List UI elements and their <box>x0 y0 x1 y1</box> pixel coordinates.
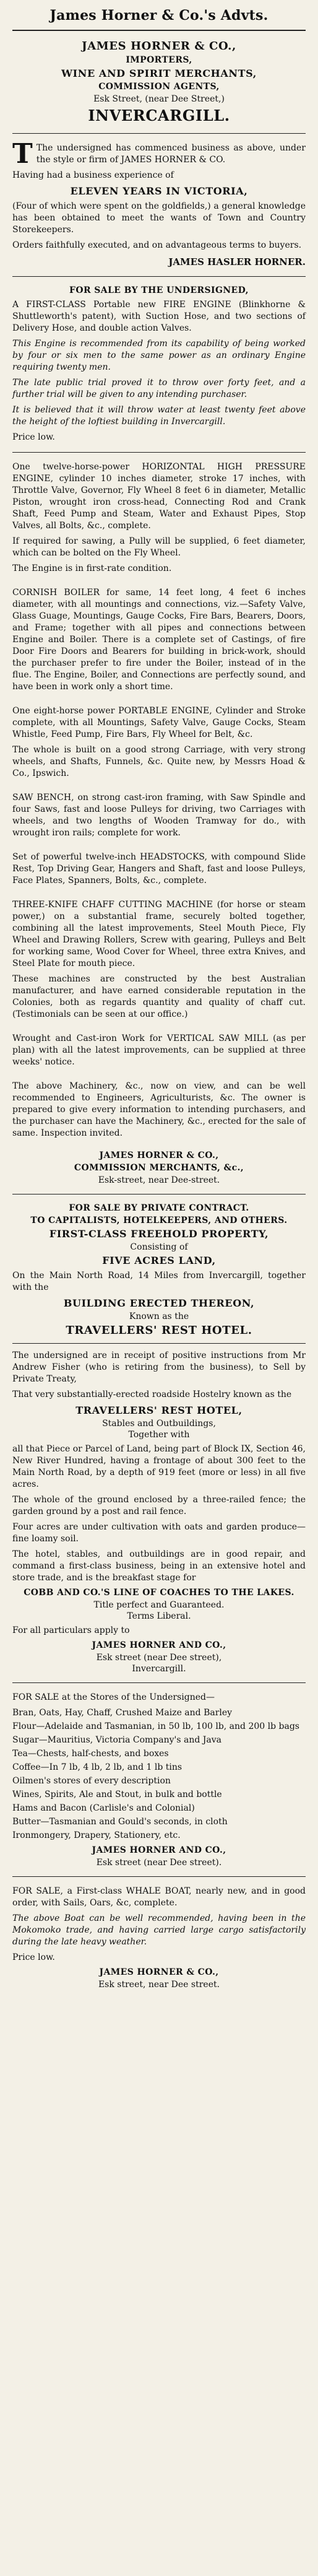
stores-item: Coffee—In 7 lb, 4 lb, 2 lb, and 1 lb tins <box>12 1762 183 1772</box>
importers-block <box>12 40 306 124</box>
ad-column <box>12 7 306 1990</box>
fire-engine-block <box>12 285 306 443</box>
private-contract-t6: On the Main North Road, 14 Miles from Invercargill, together with the <box>12 1271 306 1292</box>
machinery-p8: Set of powerful twelve-inch HEADSTOCKS, with compound Slide Rest, Top Driving Gear, Hangers and Shaft, fast and loose Pulleys, Face Plates, Spanners, Bolts, &c., complete. <box>12 852 306 886</box>
machinery-space-2 <box>12 697 306 702</box>
fire-engine-p4: It is believed that it will throw water at least twenty feet above the height of the loftiest building in Invercargill. <box>12 405 306 427</box>
header-rule <box>12 30 306 31</box>
fire-engine-p1: A FIRST-CLASS Portable new FIRE ENGINE (Blinkhorne & Shuttleworth's patent), with Suction Hose, and two sections of Delivery Hose, and double action Valves. <box>12 300 306 333</box>
stores-item: Sugar—Mauritius, Victoria Company's and Java <box>12 1735 222 1745</box>
stores-sig2: Esk street (near Dee street). <box>96 1858 222 1868</box>
private-contract-p5: Together with <box>128 1430 190 1440</box>
private-contract-t8: Known as the <box>129 1312 189 1321</box>
divider-6 <box>12 1876 306 1877</box>
fire-engine-title: FOR SALE BY THE UNDERSIGNED, <box>69 285 249 295</box>
fire-engine-p2: This Engine is recommended from its capability of being worked by four or six men to the same power as an ordinary Engine requiring twenty men. <box>12 339 306 372</box>
machinery-space-8 <box>12 1143 306 1148</box>
whale-boat-sig1: JAMES HORNER & CO., <box>99 1967 219 1977</box>
machinery-space-4 <box>12 843 306 848</box>
machinery-p9: THREE-KNIFE CHAFF CUTTING MACHINE (for horse or steam power,) on a substantial frame, securely bolted together, combining all the latest improvements, Steel Mouth Piece, Fly Wheel and Drawing Rollers, Screw with gearing, Pulleys and Belt for working same, Wood Cover for Wheel, three extra Knives, and Steel Plate for mouth piece. <box>12 900 306 968</box>
private-contract-p10: COBB AND CO.'S LINE OF COACHES TO THE LAKES. <box>24 1588 294 1598</box>
machinery-p6: The whole is built on a good strong Carriage, with very strong wheels, and Shafts, Funnels, &c. Quite new, by Messrs Hoad & Co., Ipswich. <box>12 745 306 778</box>
importers-line6: INVERCARGILL. <box>88 107 230 124</box>
importers-line1: JAMES HORNER & CO., <box>82 40 236 53</box>
machinery-space-1 <box>12 578 306 583</box>
business-signature: JAMES HASLER HORNER. <box>168 256 306 268</box>
whale-boat-p1: FOR SALE, a First-class WHALE BOAT, nearly new, and in good order, with Sails, Oars, &c, complete. <box>12 1886 306 1908</box>
stores-title: FOR SALE at the Stores of the Undersigned— <box>12 1692 215 1702</box>
business-p2: Having had a business experience of <box>12 170 174 180</box>
private-contract-t3: FIRST-CLASS FREEHOLD PROPERTY, <box>49 1228 269 1240</box>
private-contract-p3: TRAVELLERS' REST HOTEL, <box>75 1404 243 1416</box>
private-contract-t5: FIVE ACRES LAND, <box>102 1255 216 1266</box>
private-contract-sig2: Esk street (near Dee street), <box>96 1653 222 1663</box>
private-contract-p7: The whole of the ground enclosed by a three-railed fence; the garden ground by a post and rail fence. <box>12 1495 306 1516</box>
stores-item: Tea—Chests, half-chests, and boxes <box>12 1749 169 1759</box>
importers-line3: WINE AND SPIRIT MERCHANTS, <box>61 67 257 79</box>
machinery-p3: The Engine is in first-rate condition. <box>12 564 172 573</box>
machinery-p5: One eight-horse power PORTABLE ENGINE, Cylinder and Stroke complete, with all Mountings, Safety Valve, Gauge Cocks, Steam Whistle, Feed Pump, Fire Bars, Fly Wheel for Belt, &c. <box>12 706 306 739</box>
machinery-space-6 <box>12 1024 306 1029</box>
private-contract-p4: Stables and Outbuildings, <box>102 1419 216 1429</box>
private-contract-p13: For all particulars apply to <box>12 1625 130 1635</box>
private-contract-p8: Four acres are under cultivation with oats and garden produce—fine loamy soil. <box>12 1522 306 1544</box>
private-contract-sig1: JAMES HORNER AND CO., <box>92 1640 226 1650</box>
business-p4: (Four of which were spent on the goldfields,) a general knowledge has been obtained to meet the wants of Town and Country Storekeepers. <box>12 201 306 235</box>
private-contract-rule <box>12 1343 306 1344</box>
machinery-p7: SAW BENCH, on strong cast-iron framing, with Saw Spindle and four Saws, fast and loose Pulleys for driving, two Carriages with wheels, and two lengths of Wooden Tramway for do., with wrought iron rails; complete for work. <box>12 793 306 838</box>
stores-item: Hams and Bacon (Carlisle's and Colonial) <box>12 1803 195 1813</box>
private-contract-p11: Title perfect and Guaranteed. <box>93 1600 225 1610</box>
divider-3 <box>12 452 306 453</box>
machinery-p12: The above Machinery, &c., now on view, and can be well recommended to Engineers, Agriculturists, &c. The owner is prepared to give every information to intending purchasers, and the purchaser can have the Machinery, &c., erected for the sale of same. Inspection invited. <box>12 1081 306 1138</box>
stores-item: Bran, Oats, Hay, Chaff, Crushed Maize and Barley <box>12 1708 233 1718</box>
divider-5 <box>12 1682 306 1683</box>
private-contract-t1: FOR SALE BY PRIVATE CONTRACT. <box>69 1203 249 1213</box>
private-contract-t7: BUILDING ERECTED THEREON, <box>63 1297 255 1309</box>
fire-engine-p5: Price low. <box>12 432 55 442</box>
private-contract-block <box>12 1203 306 1674</box>
business-p5: Orders faithfully executed, and on advantageous terms to buyers. <box>12 240 302 250</box>
stores-item: Oilmen's stores of every description <box>12 1776 171 1786</box>
machinery-p10: These machines are constructed by the best Australian manufacturer, and have earned considerable reputation in the Colonies, both as regards quantity and quality of chaff cut. (Testimonials can be seen at our office.) <box>12 974 306 1019</box>
machinery-p2: If required for sawing, a Pully will be supplied, 6 feet diameter, which can be bolted on the Fly Wheel. <box>12 536 306 558</box>
importers-line2: IMPORTERS, <box>126 55 192 65</box>
whale-boat-p3: Price low. <box>12 1952 55 1962</box>
business-dropcap: T <box>12 138 33 170</box>
business-p3: ELEVEN YEARS IN VICTORIA, <box>70 185 248 197</box>
private-contract-sig3: Invercargill. <box>132 1664 186 1674</box>
private-contract-t4: Consisting of <box>130 1242 188 1252</box>
stores-block <box>12 1692 306 1868</box>
stores-item: Ironmongery, Drapery, Stationery, etc. <box>12 1830 181 1840</box>
business-p1: The undersigned has commenced business as above, under the style or firm of JAMES HORNER & CO. <box>36 143 306 165</box>
machinery-p4: CORNISH BOILER for same, 14 feet long, 4 feet 6 inches diameter, with all mountings and connections, viz.—Safety Valve, Glass Guage, Mountings, Gauge Cocks, Fire Bars, Bearers, Doors, and Frame; together with all pipes and connections between Engine and Boiler. There is a complete set of Castings, of fire Door Fire Doors and Bearers for building in brick-work, should the purchaser prefer to fire under the Boiler, instead of in the flue. The Engine, Boiler, and Connections are perfectly sound, and have been in work only a short time. <box>12 588 306 692</box>
private-contract-p1: The undersigned are in receipt of positive instructions from Mr Andrew Fisher (who is retiring from the business), to Sell by Private Treaty, <box>12 1351 306 1384</box>
divider-1 <box>12 133 306 134</box>
machinery-sig3: Esk-street, near Dee-street. <box>98 1175 220 1185</box>
private-contract-t2: TO CAPITALISTS, HOTELKEEPERS, AND OTHERS. <box>30 1216 288 1225</box>
machinery-p11: Wrought and Cast-iron Work for VERTICAL SAW MILL (as per plan) with all the latest improvements, can be supplied at three weeks' notice. <box>12 1033 306 1067</box>
stores-item: Butter—Tasmanian and Gould's seconds, in cloth <box>12 1817 228 1827</box>
page-header: James Horner & Co.'s Advts. <box>49 7 269 24</box>
private-contract-p12: Terms Liberal. <box>127 1611 191 1621</box>
divider-2 <box>12 276 306 277</box>
machinery-sig2: COMMISSION MERCHANTS, &c., <box>74 1163 244 1173</box>
machinery-space-3 <box>12 783 306 788</box>
private-contract-p6: all that Piece or Parcel of Land, being part of Block IX, Section 46, New River Hundred, having a frontage of about 300 feet to the Main North Road, by a depth of 919 feet (more or less) in all five acres. <box>12 1444 306 1489</box>
whale-boat-block <box>12 1886 306 1990</box>
machinery-p1: One twelve-horse-power HORIZONTAL HIGH PRESSURE ENGINE, cylinder 10 inches diameter, stroke 17 inches, with Throttle Valve, Governor, Fly Wheel 8 feet 6 in diameter, Metallic Piston, wrought iron cross-head, Connecting Rod and Crank Shaft, Feed Pump and Steam, Water and Exhaust Pipes, Stop Valves, all Bolts, &c., complete. <box>12 462 306 531</box>
machinery-space-5 <box>12 890 306 895</box>
business-block <box>12 138 306 268</box>
whale-boat-sig2: Esk street, near Dee street. <box>98 1980 220 1990</box>
fire-engine-p3: The late public trial proved it to throw over forty feet, and a further trial will be given to any intending purchaser. <box>12 378 306 399</box>
stores-item: Wines, Spirits, Ale and Stout, in bulk and bottle <box>12 1790 222 1799</box>
whale-boat-p2: The above Boat can be well recommended, having been in the Mokomoko trade, and having carried large cargo satisfactorily during the late heavy weather. <box>12 1913 306 1947</box>
business-paragraph-1 <box>12 138 306 170</box>
private-contract-p2: That very substantially-erected roadside Hostelry known as the <box>12 1390 292 1399</box>
machinery-space-7 <box>12 1072 306 1077</box>
stores-sig1: JAMES HORNER AND CO., <box>92 1845 226 1855</box>
stores-item: Flour—Adelaide and Tasmanian, in 50 lb, 100 lb, and 200 lb bags <box>12 1721 299 1731</box>
private-contract-p9: The hotel, stables, and outbuildings are in good repair, and command a first-class business, being in an extensive hotel and store trade, and is the breakfast stage for <box>12 1549 306 1583</box>
machinery-block <box>12 461 306 1185</box>
importers-line4: COMMISSION AGENTS, <box>98 82 220 92</box>
private-contract-t9: TRAVELLERS' REST HOTEL. <box>66 1324 252 1337</box>
machinery-sig1: JAMES HORNER & CO., <box>99 1151 219 1160</box>
stores-list <box>12 1707 306 1842</box>
importers-line5: Esk Street, (near Dee Street,) <box>93 94 225 104</box>
